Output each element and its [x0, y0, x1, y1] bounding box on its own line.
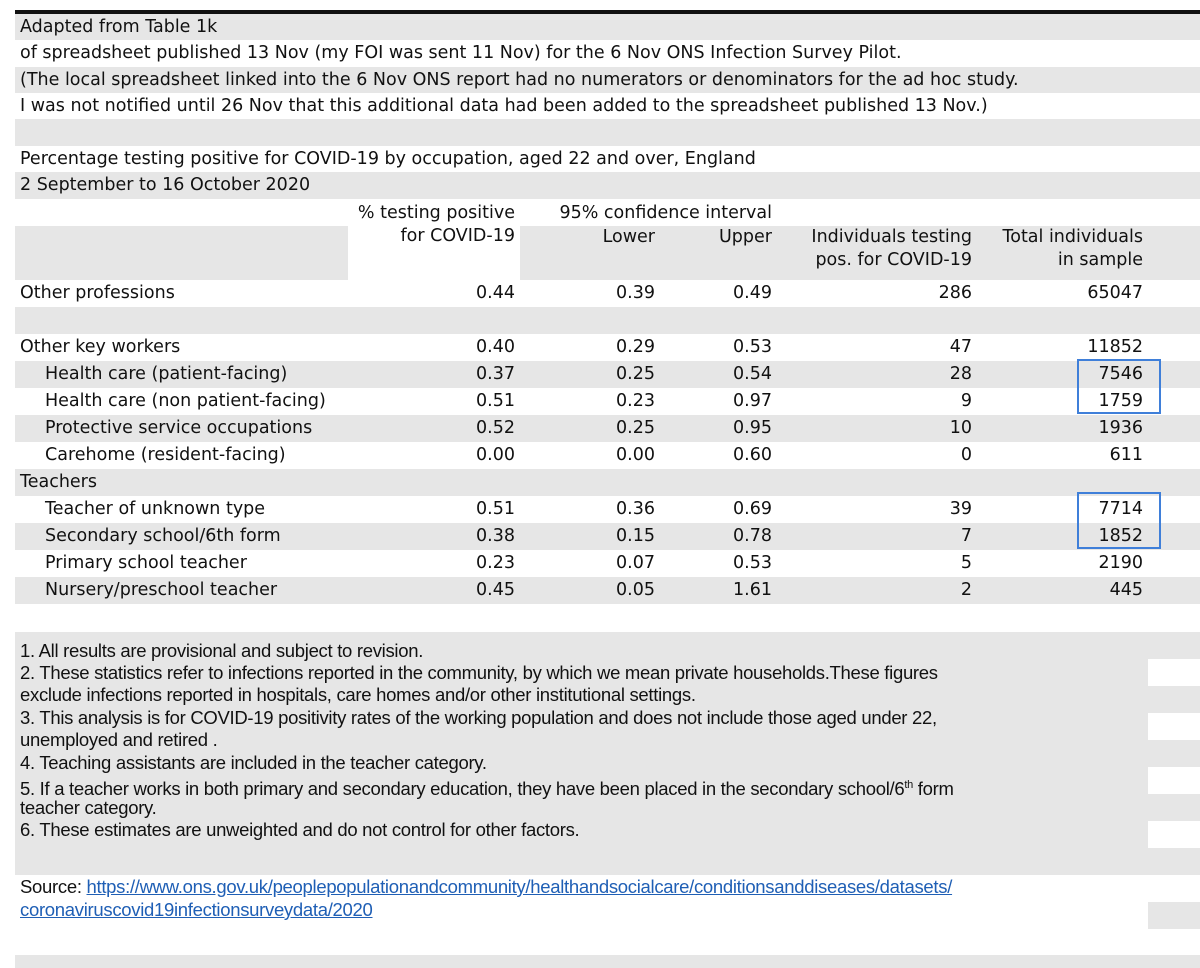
cell-lower: 0.29: [616, 337, 655, 357]
header-individuals: Individuals testing: [811, 227, 972, 247]
header-total: in sample: [1057, 250, 1143, 270]
header-pct: for COVID-19: [400, 226, 515, 246]
cell-total: 7546: [1098, 364, 1143, 384]
cell-total: 1936: [1098, 418, 1143, 438]
cell-total: 611: [1109, 445, 1143, 465]
table-period: 2 September to 16 October 2020: [20, 175, 311, 195]
cell-pos: 2: [960, 580, 972, 600]
bottom-band: [15, 955, 1200, 968]
cell-total: 65047: [1087, 283, 1143, 303]
cell-pos: 5: [960, 553, 972, 573]
cell-lower: 0.07: [616, 553, 655, 573]
band-gap: [1148, 713, 1200, 740]
row-label: Nursery/preschool teacher: [45, 580, 278, 600]
intro-line: (The local spreadsheet linked into the 6 Nov ONS report had no numerators or denominators for the ad hoc study.: [20, 70, 1019, 90]
note: 6. These estimates are unweighted and do not control for other factors.: [20, 819, 580, 840]
cell-pct: 0.51: [476, 499, 515, 519]
note: teacher category.: [20, 797, 157, 818]
source-line: [20, 899, 373, 922]
highlight-box-health-care: [1077, 359, 1161, 414]
band: [1148, 902, 1200, 929]
cell-pos: 47: [949, 337, 972, 357]
intro-line: Adapted from Table 1k: [20, 17, 218, 37]
cell-pct: 0.51: [476, 391, 515, 411]
cell-upper: 0.53: [733, 337, 772, 357]
cell-pos: 0: [960, 445, 972, 465]
note-text: form: [912, 778, 954, 800]
header-lower: Lower: [602, 227, 655, 247]
header-individuals: pos. for COVID-19: [815, 250, 972, 270]
header-pct: % testing positive: [357, 203, 515, 223]
row-band: [15, 307, 1200, 334]
cell-pct: 0.45: [476, 580, 515, 600]
cell-total: 445: [1109, 580, 1143, 600]
cell-lower: 0.25: [616, 364, 655, 384]
cell-upper: 0.97: [733, 391, 772, 411]
cell-total: 7714: [1098, 499, 1143, 519]
note-text: 5. If a teacher works in both primary and secondary education, they have been placed in the secondary school/6: [20, 778, 905, 800]
cell-total: 1852: [1098, 526, 1143, 546]
table-title: Percentage testing positive for COVID-19 by occupation, aged 22 and over, England: [20, 149, 756, 169]
intro-line: I was not notified until 26 Nov that this additional data had been added to the spreadsheet published 13 Nov.): [20, 96, 988, 116]
header-ci: 95% confidence interval: [559, 203, 772, 223]
cell-upper: 0.60: [733, 445, 772, 465]
row-label: Health care (patient-facing): [45, 364, 288, 384]
intro-line: of spreadsheet published 13 Nov (my FOI was sent 11 Nov) for the 6 Nov ONS Infection Survey Pilot.: [20, 43, 902, 63]
cell-pct: 0.40: [476, 337, 515, 357]
band: [15, 119, 1200, 146]
header-band: [15, 226, 348, 280]
cell-lower: 0.36: [616, 499, 655, 519]
cell-pos: 9: [960, 391, 972, 411]
row-label: Other key workers: [20, 337, 181, 357]
note: [20, 752, 487, 775]
cell-lower: 0.15: [616, 526, 655, 546]
row-label: Secondary school/6th form: [45, 526, 281, 546]
cell-pct: 0.23: [476, 553, 515, 573]
band-gap: [1148, 659, 1200, 686]
note-superscript: th: [904, 779, 913, 791]
cell-lower: 0.25: [616, 418, 655, 438]
row-band: [15, 469, 1200, 496]
row-label: Primary school teacher: [45, 553, 247, 573]
source-label: Source:: [20, 876, 87, 897]
cell-pos: 39: [949, 499, 972, 519]
cell-pct: 0.38: [476, 526, 515, 546]
source-line: [20, 876, 952, 899]
row-label: Teachers: [20, 472, 97, 492]
row-label: Carehome (resident-facing): [45, 445, 286, 465]
cell-pct: 0.00: [476, 445, 515, 465]
cell-pos: 28: [949, 364, 972, 384]
cell-upper: 0.54: [733, 364, 772, 384]
row-label: Other professions: [20, 283, 175, 303]
cell-pct: 0.44: [476, 283, 515, 303]
cell-upper: 0.69: [733, 499, 772, 519]
cell-total: 2190: [1098, 553, 1143, 573]
cell-total: 1759: [1098, 391, 1143, 411]
note: 2. These statistics refer to infections reported in the community, by which we mean private households.These figures: [20, 662, 938, 683]
note: [20, 774, 954, 801]
cell-total: 11852: [1087, 337, 1143, 357]
header-upper: Upper: [719, 227, 772, 247]
cell-lower: 0.00: [616, 445, 655, 465]
header-total: Total individuals: [1002, 227, 1143, 247]
cell-lower: 0.05: [616, 580, 655, 600]
cell-upper: 0.53: [733, 553, 772, 573]
row-label: Teacher of unknown type: [45, 499, 266, 519]
cell-upper: 0.49: [733, 283, 772, 303]
note: 1. All results are provisional and subject to revision.: [20, 640, 424, 661]
row-label: Health care (non patient-facing): [45, 391, 326, 411]
note: unemployed and retired .: [20, 729, 218, 750]
note-text: 4. Teaching assistants are included in the teacher category.: [20, 752, 487, 773]
cell-lower: 0.23: [616, 391, 655, 411]
cell-upper: 1.61: [733, 580, 772, 600]
source-link[interactable]: https://www.ons.gov.uk/peoplepopulationandcommunity/healthandsocialcare/conditionsanddiseases/datasets/: [86, 876, 953, 897]
cell-pos: 10: [949, 418, 972, 438]
note: 3. This analysis is for COVID-19 positivity rates of the working population and does not include those aged under 22,: [20, 707, 937, 728]
cell-upper: 0.95: [733, 418, 772, 438]
row-label: Protective service occupations: [45, 418, 313, 438]
band-gap: [1148, 821, 1200, 848]
cell-pct: 0.37: [476, 364, 515, 384]
note: exclude infections reported in hospitals, care homes and/or other institutional settings.: [20, 684, 696, 705]
cell-upper: 0.78: [733, 526, 772, 546]
source-link-continued[interactable]: coronaviruscovid19infectionsurveydata/2020: [20, 899, 373, 920]
cell-pos: 7: [960, 526, 972, 546]
cell-lower: 0.39: [616, 283, 655, 303]
cell-pos: 286: [938, 283, 972, 303]
band-gap: [1148, 767, 1200, 794]
cell-pct: 0.52: [476, 418, 515, 438]
highlight-box-teachers: [1077, 492, 1161, 549]
